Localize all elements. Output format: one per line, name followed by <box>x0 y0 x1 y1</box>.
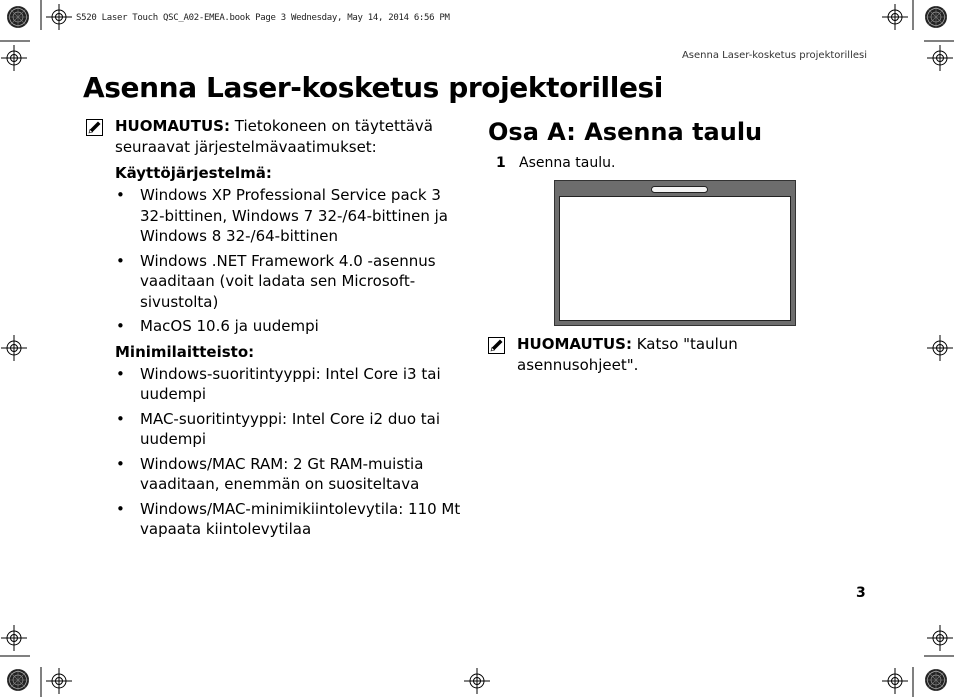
hardware-heading: Minimilaitteisto: <box>115 342 255 361</box>
registration-mark-icon <box>882 668 908 694</box>
registration-mark-icon <box>927 335 953 361</box>
color-target-icon <box>925 6 947 28</box>
section-title: Osa A: Asenna taulu <box>488 118 763 146</box>
step-item <box>488 153 818 173</box>
page-number: 3 <box>856 585 866 601</box>
page-title: Asenna Laser-kosketus projektorillesi <box>83 71 663 104</box>
note-text: Tietokoneen on täytettävä seuraavat järjestelmävaatimukset: <box>115 117 433 156</box>
note-label: HUOMAUTUS: <box>115 117 230 135</box>
bullet-icon: • <box>116 186 125 204</box>
requirements-note <box>86 116 466 158</box>
step-number: 1 <box>496 155 506 171</box>
install-column <box>488 116 818 376</box>
list-item: • Windows XP Professional Service pack 3 32-bittinen, Windows 7 32-/64-bittinen ja Windows 8 32-/64-bittinen <box>116 186 448 245</box>
list-item: • Windows/MAC-minimikiintolevytila: 110 Mt vapaata kiintolevytilaa <box>116 499 461 538</box>
registration-mark-icon <box>1 45 27 71</box>
bullet-icon: • <box>116 317 125 335</box>
list-item: • MAC-suoritintyyppi: Intel Core i2 duo tai uudempi <box>116 409 441 448</box>
board-tray <box>651 186 708 193</box>
os-heading: Käyttöjärjestelmä: <box>115 164 272 182</box>
requirements-column <box>86 116 466 544</box>
registration-mark-icon <box>464 668 490 694</box>
color-target-icon <box>925 669 947 691</box>
registration-mark-icon <box>1 335 27 361</box>
bullet-icon: • <box>116 409 125 428</box>
pencil-note-icon <box>86 119 103 136</box>
list-item: • Windows .NET Framework 4.0 -asennus vaaditaan (voit ladata sen Microsoft-sivustolta) <box>116 251 436 311</box>
pencil-note-icon <box>488 337 505 354</box>
running-head: Asenna Laser-kosketus projektorillesi <box>681 50 867 61</box>
step-text: Asenna taulu. <box>519 155 616 171</box>
bullet-icon: • <box>116 454 125 473</box>
registration-mark-icon <box>882 4 908 30</box>
note-text: Katso "taulun asennusohjeet". <box>517 335 738 374</box>
registration-mark-icon <box>46 4 72 30</box>
registration-mark-icon <box>1 625 27 651</box>
bullet-icon: • <box>116 364 125 383</box>
color-target-icon <box>7 669 29 691</box>
install-note <box>488 334 818 376</box>
hardware-list <box>115 364 466 540</box>
bullet-icon: • <box>116 251 125 270</box>
print-slug: S520 Laser Touch QSC_A02-EMEA.book Page 3 Wednesday, May 14, 2014 6:56 PM <box>76 13 450 23</box>
list-item: • Windows/MAC RAM: 2 Gt RAM-muistia vaaditaan, enemmän on suositeltava <box>116 454 424 493</box>
registration-mark-icon <box>927 625 953 651</box>
registration-mark-icon <box>927 45 953 71</box>
whiteboard-illustration <box>554 180 796 326</box>
bullet-icon: • <box>116 499 125 518</box>
board-surface <box>559 196 791 321</box>
color-target-icon <box>7 6 29 28</box>
os-list <box>115 185 466 337</box>
registration-mark-icon <box>46 668 72 694</box>
note-label: HUOMAUTUS: <box>517 335 632 353</box>
list-item: • Windows-suoritintyyppi: Intel Core i3 tai uudempi <box>116 364 441 403</box>
list-item: • MacOS 10.6 ja uudempi <box>116 317 319 335</box>
